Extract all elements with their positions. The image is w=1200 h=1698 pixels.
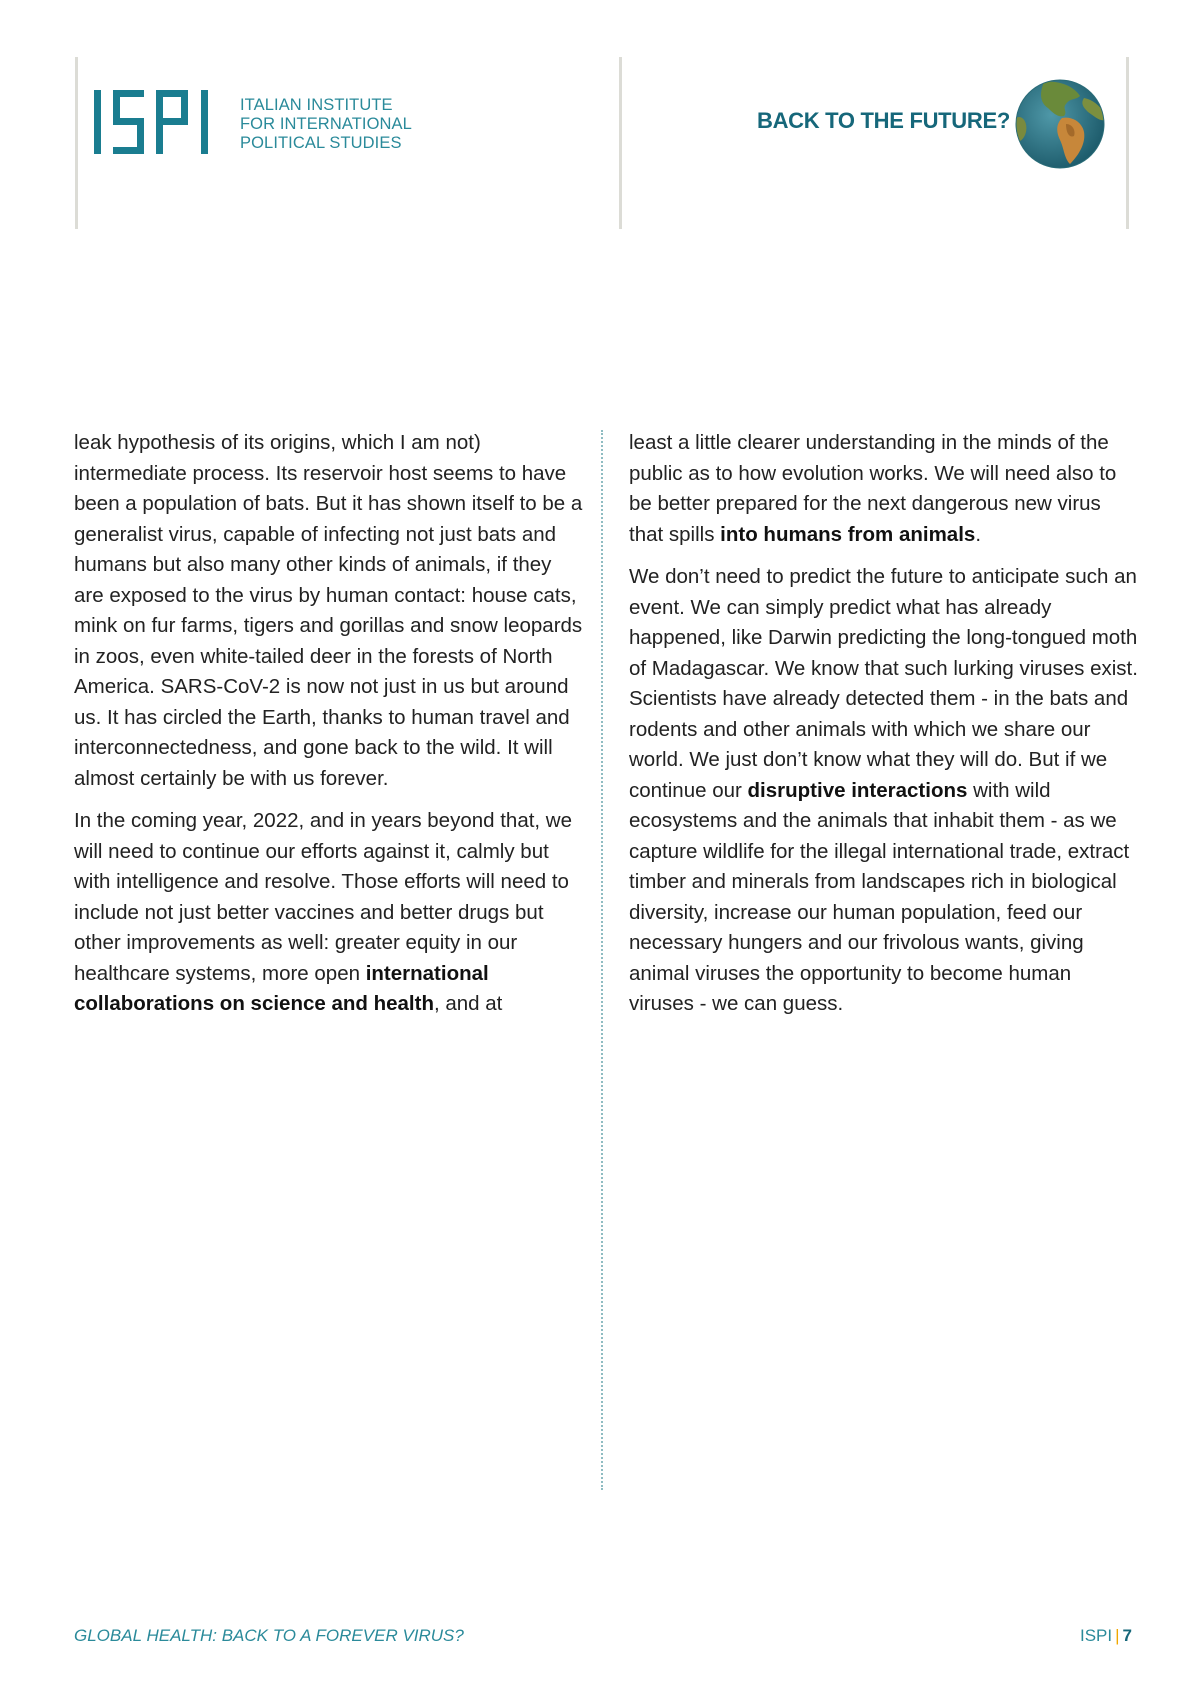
text-run: , and at (433, 992, 503, 1015)
institute-name-line-3: POLITICAL STUDIES (240, 134, 402, 152)
footer-separator: | (1115, 1626, 1120, 1645)
paragraph (629, 562, 1139, 1020)
bold-phrase: into humans from animals (720, 522, 976, 546)
footer-page-marker (1080, 1626, 1132, 1646)
text-run: . (975, 522, 982, 546)
text-run: least a little clearer understanding in the minds of the public as to how evolution works. We will need also to be better prepared for the next dangerous new virus that spills (629, 431, 1117, 546)
institute-name (240, 96, 412, 153)
paragraph (74, 806, 584, 1020)
paragraph (629, 428, 1139, 550)
footer-org: ISPI (1079, 1626, 1113, 1645)
globe-icon (1014, 78, 1106, 170)
page-number: 7 (1122, 1626, 1132, 1645)
right-column (629, 428, 1139, 1032)
institute-name-line-1: ITALIAN INSTITUTE (240, 96, 393, 114)
text-run: We don’t need to predict the future to anticipate such an event. We can simply predict what has already happened, like Darwin predicting the long-tongued moth of Madagascar. We know that such lurking viruses exist. Scientists have already detected them - in the bats and rodents and other animals with which we share our world. We just don’t know what they will do. But if we continue our (629, 565, 1138, 802)
institute-name-line-2: FOR INTERNATIONAL (240, 115, 412, 133)
text-run: In the coming year, 2022, and in years beyond that, we will need to continue our efforts against it, calmly but with intelligence and resolve. Those efforts will need to include not just better vaccines and better drugs but other improvements as well: greater equity in our healthcare systems, more open (74, 809, 573, 985)
ispi-logo (94, 90, 220, 154)
header-rule-left (75, 57, 78, 229)
left-column (74, 428, 584, 1032)
text-run: leak hypothesis of its origins, which I am not) intermediate process. Its reservoir host seems to have been a population of bats. But it has shown itself to be a generalist virus, capable of infecting not just bats and humans but also many other kinds of animals, if they are exposed to the virus by human contact: house cats, mink on fur farms, tigers and gorillas and snow leopards in zoos, even white-tailed deer in the forests of North America. SARS-CoV-2 is now not just in us but around us. It has circled the Earth, thanks to human travel and interconnectedness, and gone back to the wild. It will almost certainly be with us forever. (74, 431, 583, 790)
bold-phrase: international collaborations on science and health (74, 961, 489, 1015)
header-rule-right (1126, 57, 1129, 229)
header-rule-middle (619, 57, 622, 229)
column-divider (601, 430, 603, 1490)
bold-phrase: disruptive interactions (747, 778, 968, 802)
paragraph (74, 428, 584, 794)
series-title: BACK TO THE FUTURE? (757, 108, 1010, 133)
footer-publication-title: GLOBAL HEALTH: BACK TO A FOREVER VIRUS? (74, 1626, 464, 1645)
text-run: with wild ecosystems and the animals that inhabit them - as we capture wildlife for the illegal international trade, extract timber and minerals from landscapes rich in biological diversity, increase our human population, feed our necessary hungers and our frivolous wants, giving animal viruses the opportunity to become human viruses - we can guess. (629, 778, 1130, 1015)
